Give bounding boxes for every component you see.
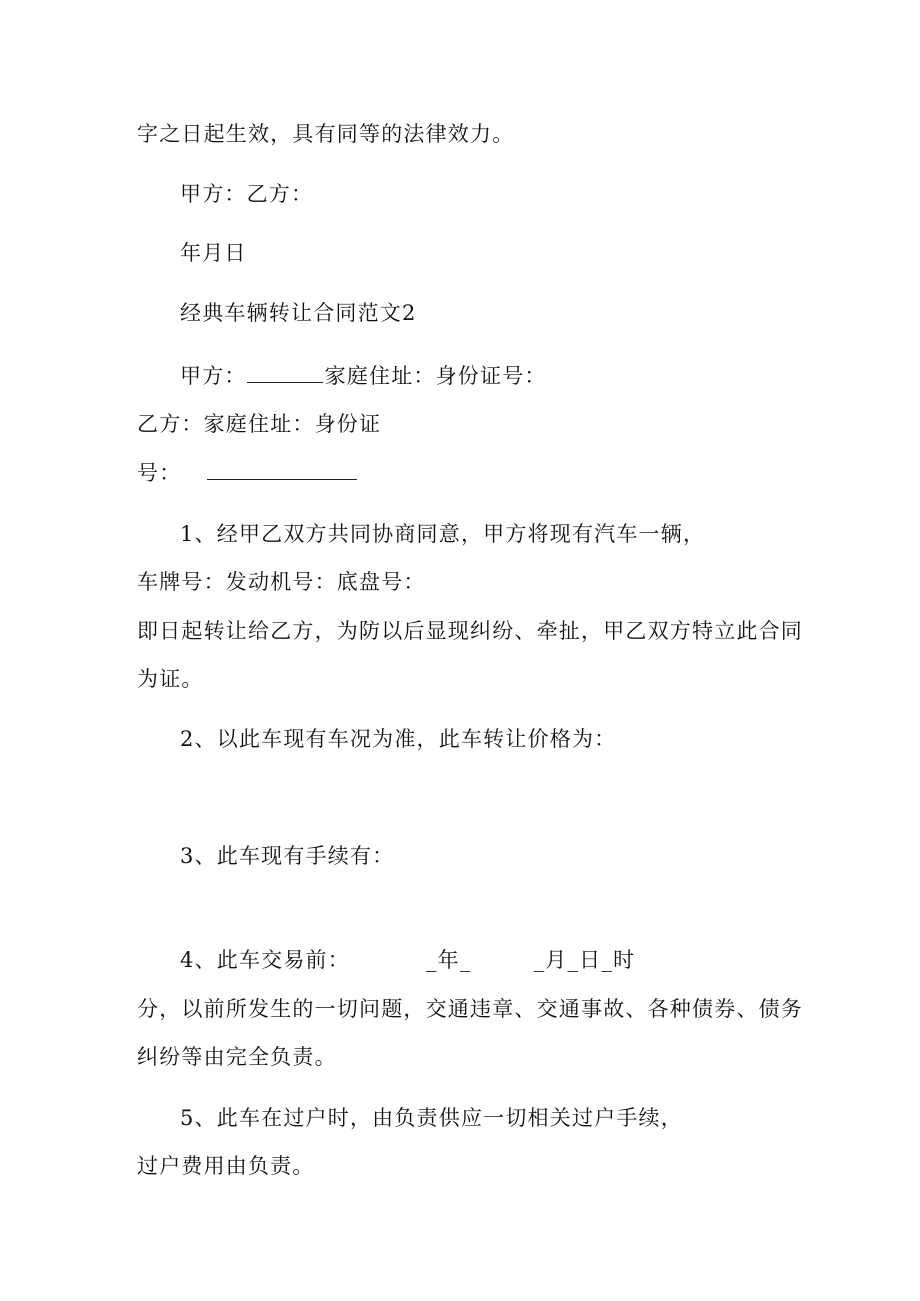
party-b-line: 乙方：家庭住址：身份证 [137, 412, 382, 436]
clause-2: 2、以此车现有车况为准，此车转让价格为： [180, 727, 617, 751]
clause-4-line-3: 纠纷等由完全负责。 [137, 1045, 337, 1069]
clause-1-line-3: 即日起转让给乙方，为防以后显现纠纷、牵扯，甲乙双方特立此合同 [137, 619, 803, 643]
party-a-line: 甲方： 家庭住址：身份证号： [180, 364, 547, 388]
clause-1-line-4: 为证。 [137, 667, 204, 691]
section-title: 经典车辆转让合同范文2 [180, 301, 417, 325]
party-a-blank [247, 364, 323, 383]
signature-parties-line: 甲方：乙方： [180, 182, 314, 206]
clause-1-line-2: 车牌号：发动机号：底盘号： [137, 570, 426, 594]
date-line: 年月日 [180, 241, 247, 265]
clause-5-line-1: 5、此车在过户时，由负责供应一切相关过户手续， [180, 1106, 683, 1130]
clause-4-line-2: 分，以前所发生的一切问题，交通违章、交通事故、各种债券、债务 [137, 997, 803, 1021]
clause-5-line-2: 过户费用由负责。 [137, 1154, 315, 1178]
paragraph-effective-clause: 字之日起生效，具有同等的法律效力。 [137, 122, 515, 146]
id-number-blank [207, 461, 357, 480]
clause-3: 3、此车现有手续有： [180, 844, 395, 868]
party-b-id-line: 号： [137, 459, 357, 487]
clause-4-line-1: 4、此车交易前： _年_ _月_日_时 [180, 948, 636, 972]
clause-1-line-1: 1、经甲乙双方共同协商同意，甲方将现有汽车一辆， [180, 522, 706, 546]
